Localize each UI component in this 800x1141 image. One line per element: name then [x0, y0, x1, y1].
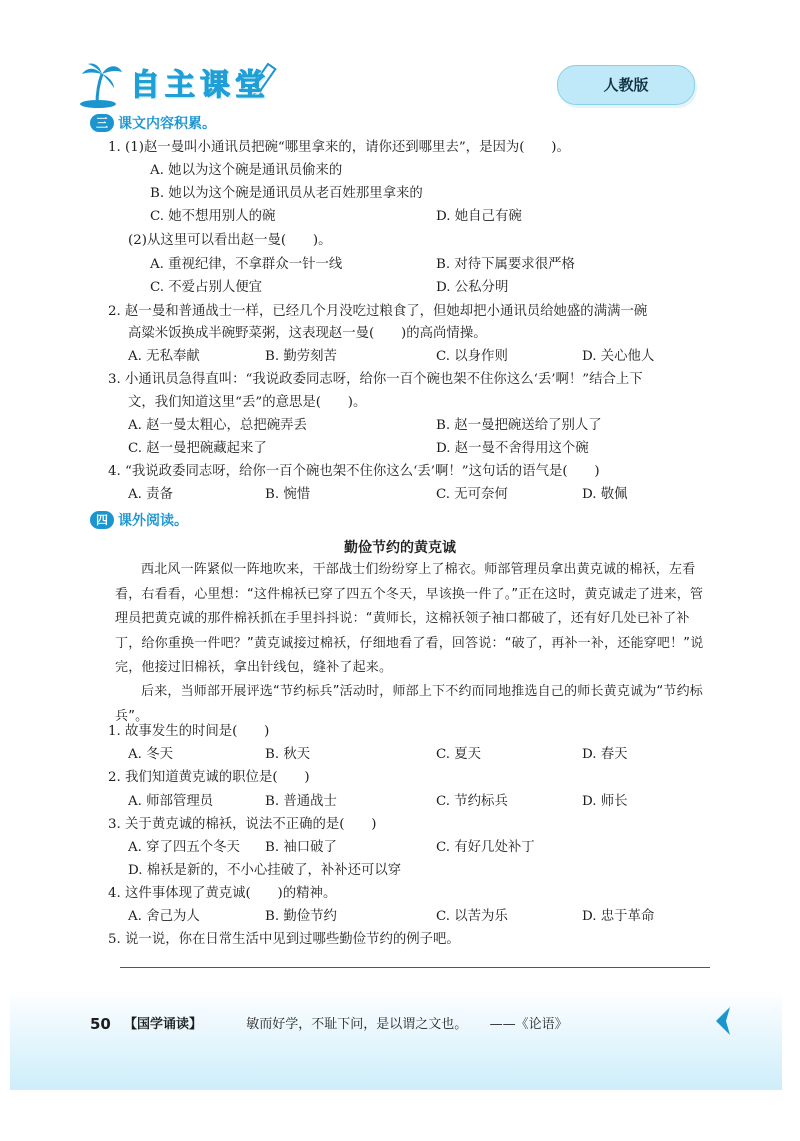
- option: B. 秋天: [265, 747, 311, 762]
- chevron-left-icon[interactable]: [708, 1005, 738, 1037]
- question-stem: 3. 关于黄克诚的棉袄，说法不正确的是( ): [108, 817, 377, 832]
- option: D. 师长: [582, 794, 628, 809]
- option: C. 赵一曼把碗藏起来了: [128, 441, 267, 456]
- option: D. 她自己有碗: [436, 209, 522, 224]
- option: C. 夏天: [436, 747, 482, 762]
- classic-recitation: [124, 1012, 574, 1038]
- option: B. 惋惜: [265, 487, 311, 502]
- option: D. 棉袄是新的，不小心挂破了，补补还可以穿: [128, 863, 402, 878]
- reading-title: 勤俭节约的黄克诚: [344, 540, 456, 556]
- section-label: 课文内容积累。: [118, 116, 216, 132]
- edition-badge: 人教版: [557, 65, 695, 105]
- reading-paragraph: 西北风一阵紧似一阵地吹来，干部战士们纷纷穿上了棉衣。师部管理员拿出黄克诚的棉袄，左看看，右看看，心里想：“这件棉袄已穿了四五个冬天，早该换一件了。”正在这时，黄克诚走了进来，管理员把黄克诚的那件棉袄抓在手里抖抖说：“黄师长，这棉袄领子袖口都破了，还有好几处已补了补丁，给你重换一件吧？”黄克诚接过棉袄，仔细地看了看，回答说：“破了，再补一补，还能穿吧！”说完，他接过旧棉袄，拿出针线包，缝补了起来。: [115, 562, 704, 675]
- question-stem: 3. 小通讯员急得直叫：“我说政委同志呀，给你一百个碗也架不住你这么‘丢’啊！”结合上下: [108, 372, 643, 387]
- option: A. 穿了四五个冬天: [128, 840, 240, 855]
- option: B. 勤劳刻苦: [265, 349, 337, 364]
- option: B. 勤俭节约: [265, 909, 337, 924]
- option: A. 赵一曼太粗心，总把碗弄丢: [128, 418, 307, 433]
- question-stem: 高粱米饭换成半碗野菜粥，这表现赵一曼( )的高尚情操。: [128, 326, 487, 341]
- recitation-tag: 【国学诵读】: [124, 1017, 203, 1032]
- option: C. 有好几处补丁: [436, 840, 535, 855]
- option: C. 节约标兵: [436, 794, 508, 809]
- section-heading-content-review: [90, 113, 216, 133]
- question-stem: 1. (1)赵一曼叫小通讯员把碗“哪里拿来的，请你还到哪里去”，是因为( )。: [108, 140, 570, 155]
- option: A. 责备: [128, 487, 173, 502]
- option: B. 赵一曼把碗送给了别人了: [436, 418, 602, 433]
- option: A. 冬天: [128, 747, 173, 762]
- option: A. 无私奉献: [128, 349, 200, 364]
- footer-band: [10, 990, 782, 1090]
- section-label: 课外阅读。: [118, 513, 188, 529]
- reading-paragraph: 后来，当师部开展评选“节约标兵”活动时，师部上下不约而同地推选自己的师长黄克诚为“节约标兵”。: [115, 684, 704, 724]
- option: B. 对待下属要求很严格: [436, 257, 575, 272]
- option: A. 重视纪律，不拿群众一针一线: [150, 257, 343, 272]
- option: C. 不爱占别人便宜: [150, 280, 263, 295]
- option: C. 以苦为乐: [436, 909, 508, 924]
- option: A. 舍己为人: [128, 909, 200, 924]
- option: D. 敬佩: [582, 487, 628, 502]
- option: C. 无可奈何: [436, 487, 508, 502]
- answer-line[interactable]: [120, 967, 710, 968]
- question-stem: 5. 说一说，你在日常生活中见到过哪些勤俭节约的例子吧。: [108, 932, 460, 947]
- page-number: 50: [90, 1015, 111, 1033]
- section-number-badge: 三: [90, 114, 114, 132]
- option: C. 以身作则: [436, 349, 508, 364]
- header-title: 自主课堂: [130, 68, 270, 103]
- option: B. 普通战士: [265, 794, 337, 809]
- option: D. 公私分明: [436, 280, 509, 295]
- option: B. 袖口破了: [265, 840, 337, 855]
- section-number-badge: 四: [90, 511, 114, 529]
- question-stem: 4. 这件事体现了黄克诚( )的精神。: [108, 886, 337, 901]
- option: D. 忠于革命: [582, 909, 655, 924]
- question-stem: 2. 我们知道黄克诚的职位是( ): [108, 770, 310, 785]
- option: A. 师部管理员: [128, 794, 214, 809]
- question-stem: 2. 赵一曼和普通战士一样，已经几个月没吃过粮食了，但她却把小通讯员给她盛的满满一碗: [108, 304, 648, 319]
- question-stem: 4. “我说政委同志呀，给你一百个碗也架不住你这么‘丢’啊！”这句话的语气是( ): [108, 464, 600, 479]
- option: D. 春天: [582, 747, 628, 762]
- question-stem: 文，我们知道这里“丢”的意思是( )。: [128, 395, 367, 410]
- recitation-quote: 敏而好学，不耻下问，是以谓之文也。: [246, 1017, 468, 1032]
- option: A. 她以为这个碗是通讯员偷来的: [150, 163, 343, 178]
- question-stem: 1. 故事发生的时间是( ): [108, 724, 270, 739]
- option: C. 她不想用别人的碗: [150, 209, 276, 224]
- question-stem: (2)从这里可以看出赵一曼( )。: [128, 233, 332, 248]
- recitation-source: ——《论语》: [489, 1017, 568, 1032]
- option: D. 赵一曼不舍得用这个碗: [436, 441, 589, 456]
- option: B. 她以为这个碗是通讯员从老百姓那里拿来的: [150, 186, 423, 201]
- option: D. 关心他人: [582, 349, 655, 364]
- section-heading-extra-reading: [90, 510, 188, 530]
